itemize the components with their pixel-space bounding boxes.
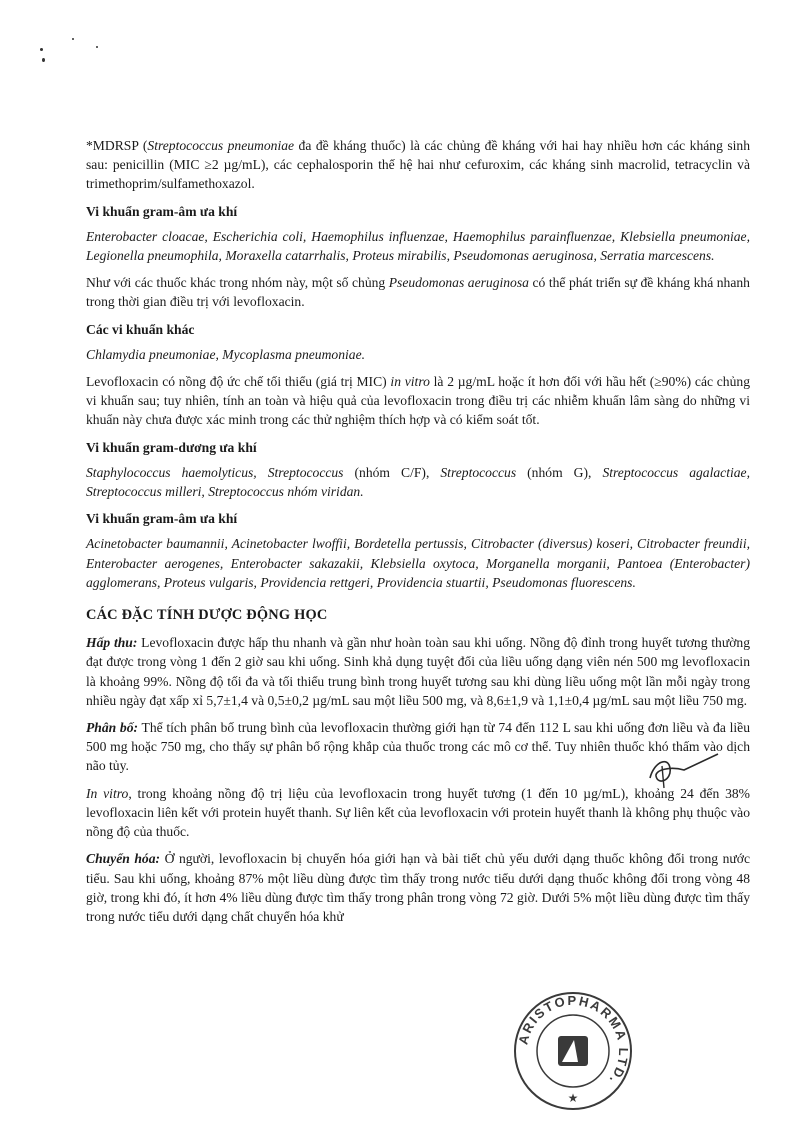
absorption-paragraph [86,633,750,710]
mdrsp-rest: đa đề kháng thuốc) là các chủng đề kháng với hai hay nhiều hơn các kháng sinh sau: penicillin (MIC ≥2 µg/mL), các cephalosporin thế hệ hai như cefuroxim, các kháng sinh macrolid, tetracyclin và trimethoprim/sulfamethoxazol. [86,138,751,192]
signature-mark [640,748,730,792]
gram-positive-list [86,463,750,501]
distribution-text: Thể tích phân bố trung bình của levofloxacin thường giới hạn từ 74 đến 112 L sau khi uống đơn liều và đa liều 500 mg hoặc 750 mg, cho thấy sự phân bố rộng khắp của thuốc trong các mô cơ thể. Tuy nhiên thuốc khó thấm vào dịch não tủy. [86,720,750,774]
scan-speck [72,38,74,40]
heading-gram-negative-aerobic: Vi khuẩn gram-âm ưa khí [86,203,238,219]
metabolism-text: Ở người, levofloxacin bị chuyển hóa giới hạn và bài tiết chủ yếu dưới dạng thuốc không đổi trong nước tiểu. Sau khi uống, khoảng 87% một liều dùng được tìm thấy trong nước tiểu dưới dạng thuốc không đổi trong vòng 48 giờ, trong khi đó, ít hơn 4% liều dùng được tìm thấy trong phân trong vòng 72 giờ. Dưới 5% một liều dùng được tìm thấy trong nước tiểu dưới dạng chất chuyển hóa khử [86,851,750,924]
gram-positive-c: Streptococcus [440,464,517,480]
distribution-label: Phân bố: [86,720,139,736]
mdrsp-lead: *MDRSP ( [86,138,148,153]
document-page [86,136,750,934]
pseudomonas-text-a: Như với các thuốc khác trong nhóm này, một số chủng [86,275,389,291]
stamp-text: ARISTOPHARMA LTD. [515,992,632,1089]
mdrsp-species: Streptococcus pneumoniae [147,138,295,153]
pseudomonas-species: Pseudomonas aeruginosa [388,275,529,291]
mic-in-vitro: in vitro [390,374,430,390]
mic-text-a: Levofloxacin có nồng độ ức chế tối thiểu (giá trị MIC) [86,374,391,390]
other-bacteria-list: Chlamydia pneumoniae, Mycoplasma pneumoniae. [86,346,365,362]
metabolism-paragraph [86,849,750,926]
metabolism-label: Chuyển hóa: [86,851,161,867]
heading-other-bacteria: Các vi khuẩn khác [86,321,195,337]
star-icon: ★ [567,1091,579,1105]
mdrsp-paragraph [86,136,750,194]
absorption-label: Hấp thu: [86,635,138,651]
gram-positive-b: (nhóm C/F), [343,464,441,480]
pseudomonas-paragraph [86,273,750,311]
scan-speck [96,46,98,48]
heading-gram-positive-aerobic: Vi khuẩn gram-dương ưa khí [86,439,257,455]
scan-speck [40,48,43,51]
heading-gram-negative-aerobic-2: Vi khuẩn gram-âm ưa khí [86,511,238,527]
gram-positive-d: (nhóm G), [516,464,603,480]
gram-positive-e: Streptococcus agalactiae, Streptococcus milleri, Streptococcus nhóm viridan. [86,464,750,500]
scan-speck [42,58,45,62]
gram-negative-list-1: Enterobacter cloacae, Escherichia coli, Haemophilus influenzae, Haemophilus parainfluenzae, Klebsiella pneumoniae, Legionella pneumophila, Moraxella catarrhalis, Proteus mirabilis, Pseudomonas aeruginosa, Serratia marcescens. [86,228,750,264]
mic-text-b: là 2 µg/mL hoặc ít hơn đối với hầu hết (≥90%) các chủng vi khuẩn sau; tuy nhiên, tính an toàn và hiệu quả của levofloxacin trong điều trị các nhiễm khuẩn lâm sàng do những vi khuẩn này chưa được xác minh trong các thử nghiệm thích hợp và có kiểm soát tốt. [86,374,750,428]
mic-paragraph [86,372,750,430]
pseudomonas-text-b: có thể phát triển sự đề kháng khá nhanh trong thời gian điều trị với levofloxacin. [86,275,750,310]
gram-negative-list-2: Acinetobacter baumannii, Acinetobacter lwoffii, Bordetella pertussis, Citrobacter (diversus) koseri, Citrobacter freundii, Enterobacter aerogenes, Enterobacter sakazakii, Klebsiella oxytoca, Morganella morganii, Pantoea (Enterobacter) agglomerans, Proteus vulgaris, Providencia rettgeri, Providencia stuartii, Pseudomonas fluorescens. [86,536,750,590]
pharmacokinetics-title: CÁC ĐẶC TÍNH DƯỢC ĐỘNG HỌC [86,607,328,624]
protein-binding-paragraph [86,784,750,842]
protein-text: , trong khoảng nồng độ trị liệu của levofloxacin trong huyết tương (1 đến 10 µg/mL), khoảng 24 đến 38% levofloxacin liên kết với protein huyết thanh. Sự liên kết của levofloxacin với protein huyết thanh là không phụ thuộc vào nồng độ của thuốc. [86,785,750,840]
company-stamp [512,990,634,1112]
gram-positive-a: Staphylococcus haemolyticus, Streptococcus [86,464,344,480]
absorption-text: Levofloxacin được hấp thu nhanh và gần như hoàn toàn sau khi uống. Nồng độ đỉnh trong huyết tương thường đạt được trong vòng 1 đến 2 giờ sau khi uống. Sinh khả dụng tuyệt đối của liều uống dạng viên nén 500 mg levofloxacin là khoảng 99%. Nồng độ tối đa và tối thiểu trung bình trong huyết tương sau khi dùng liều uống một lần mỗi ngày trong nhiều ngày đạt xấp xỉ 5,7±1,4 và 0,5±0,2 µg/mL sau một liều 500 mg, và 8,6±1,9 và 1,1±0,4 µg/mL sau một liều 750 mg. [86,635,750,708]
protein-in-vitro: In vitro [86,785,129,801]
